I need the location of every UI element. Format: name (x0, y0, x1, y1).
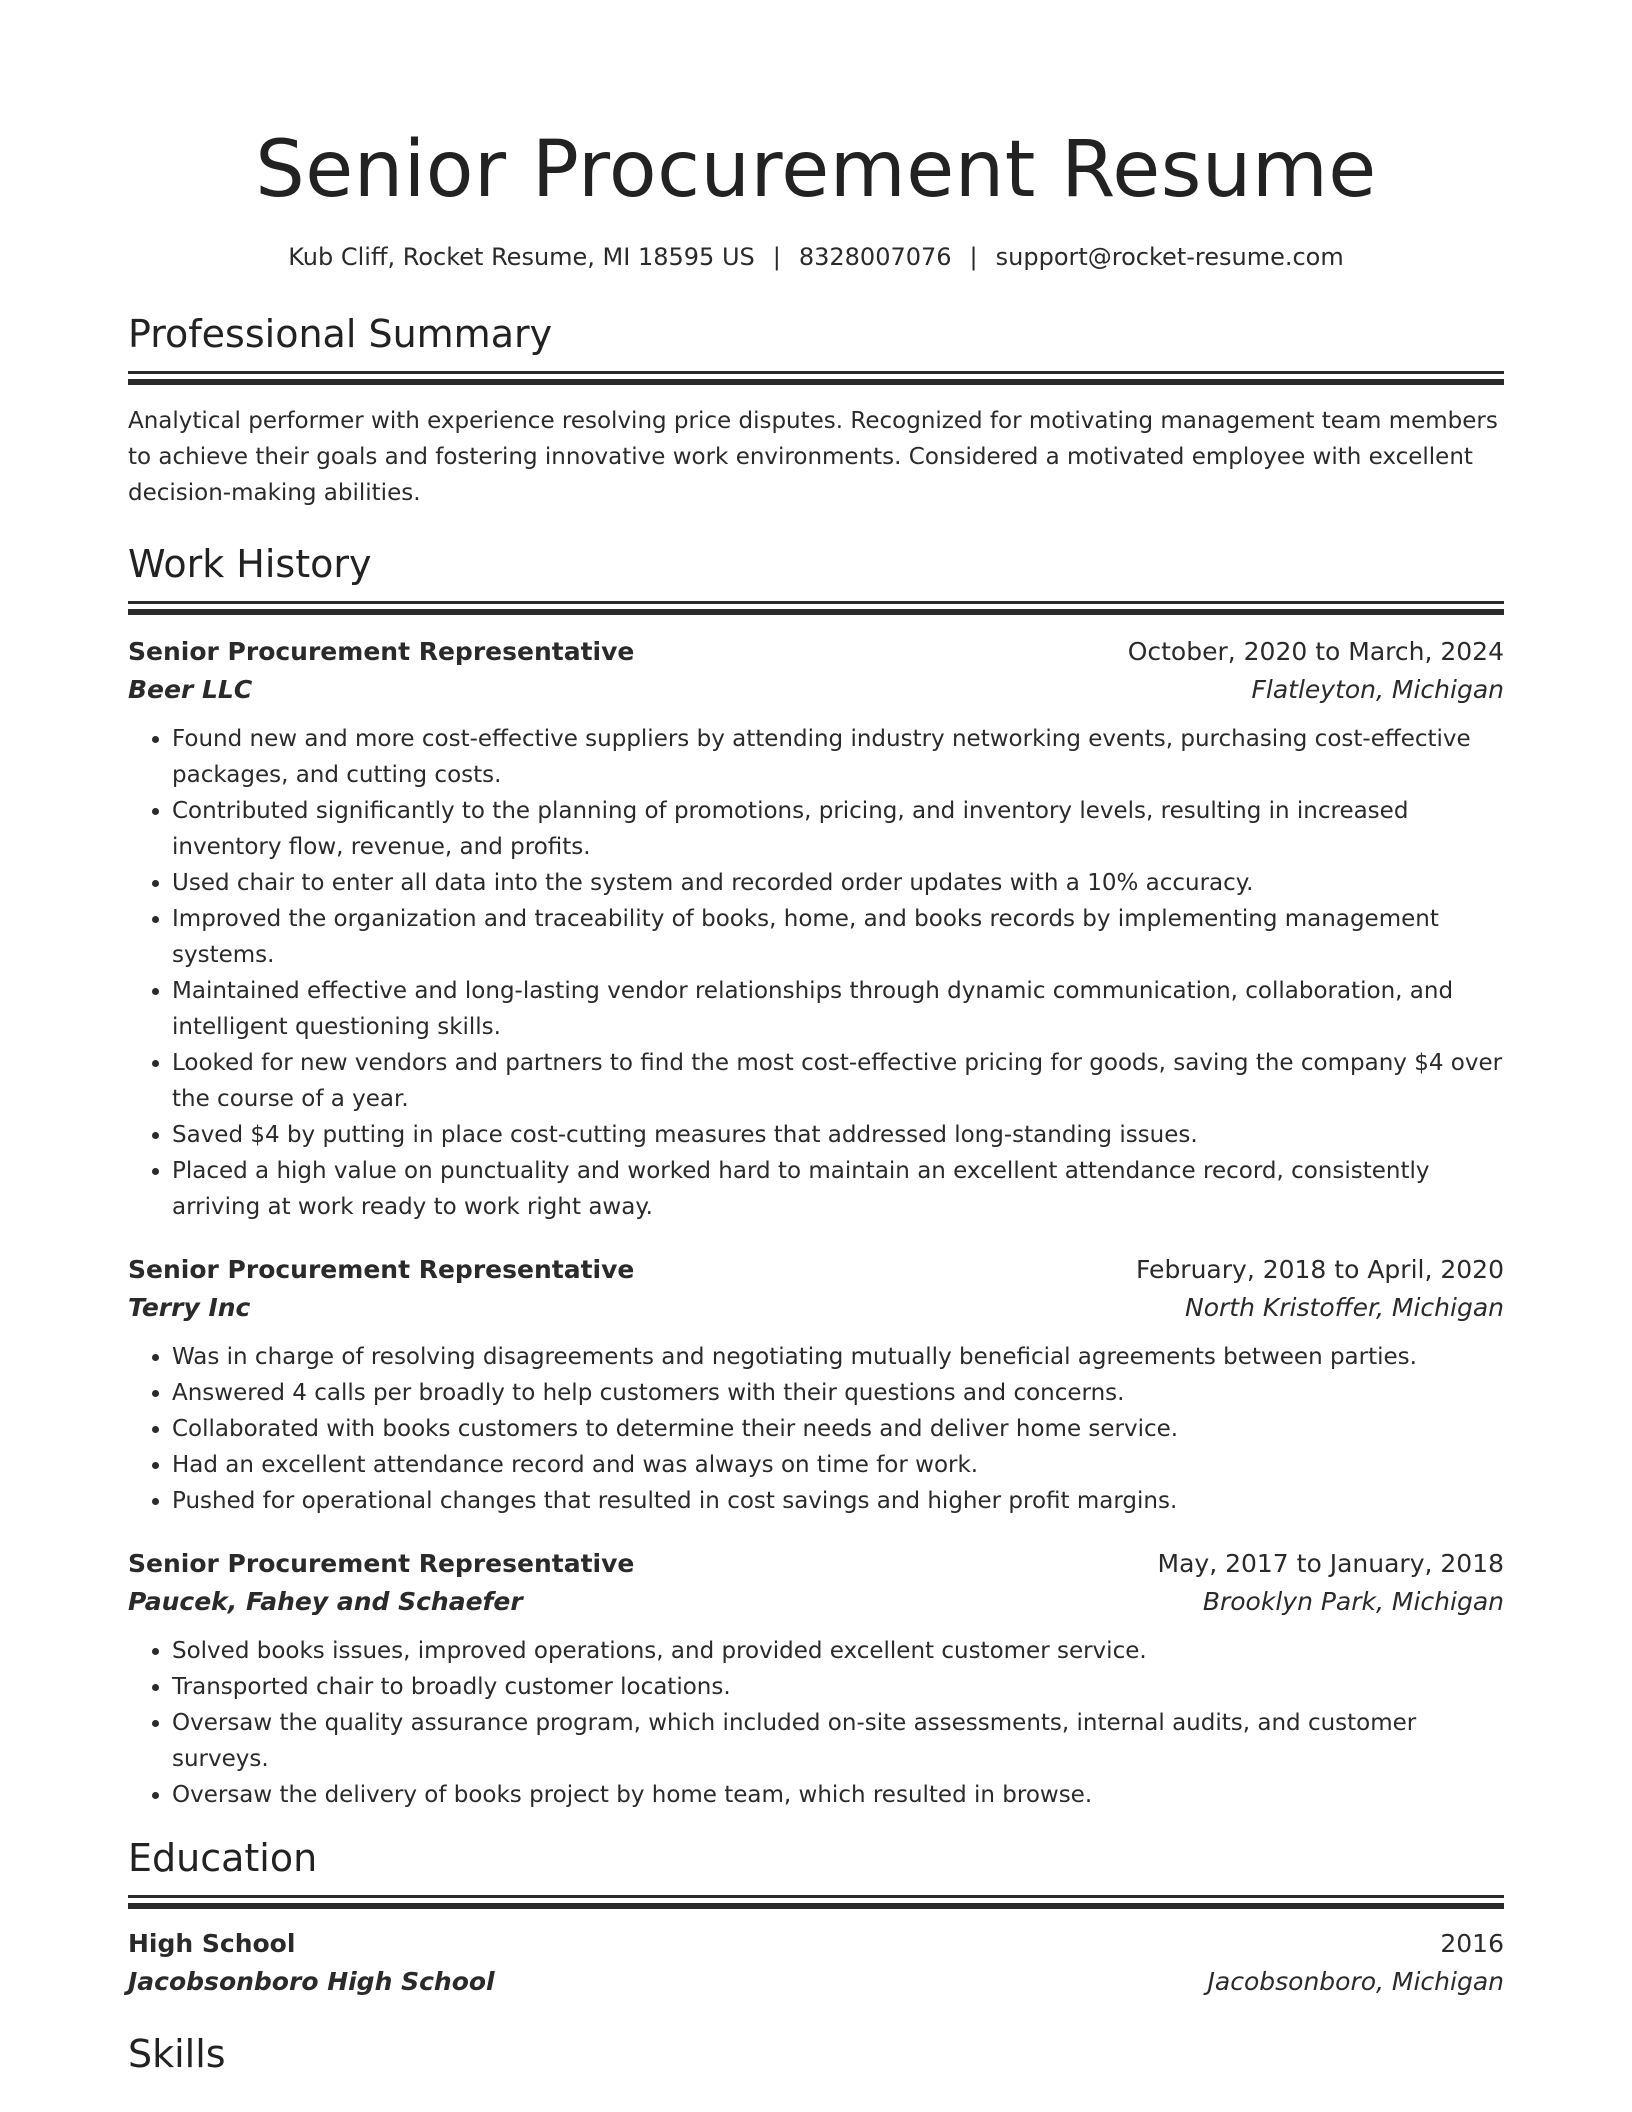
job-title: Senior Procurement Representative (128, 1549, 635, 1578)
education-year: 2016 (1440, 1929, 1504, 1958)
job-bullet: • Answered 4 calls per broadly to help customers with their questions and concerns. (172, 1375, 1504, 1411)
job-company: Beer LLC (128, 675, 253, 704)
job-dates: May, 2017 to January, 2018 (1157, 1549, 1504, 1578)
summary-section (128, 309, 1504, 511)
job-bullet: • Oversaw the quality assurance program, which included on-site assessments, internal audits, and customer surveys. (172, 1705, 1504, 1777)
job-entry (128, 1545, 1504, 1813)
section-divider-thick (128, 1903, 1504, 1909)
job-bullet: • Found new and more cost-effective suppliers by attending industry networking events, purchasing cost-effective packages, and cutting costs. (172, 721, 1504, 793)
job-subheader (128, 1583, 1504, 1621)
contact-phone: 8328007076 (798, 243, 952, 271)
section-divider (128, 1895, 1504, 1898)
summary-text: Analytical performer with experience resolving price disputes. Recognized for motivating management team members to achieve their goals and fostering innovative work environments. Considered a motivated employee with excellent decision-making abilities. (128, 408, 1498, 506)
job-bullet: • Improved the organization and traceability of books, home, and books records by implementing management systems. (172, 901, 1504, 973)
education-location: Jacobsonboro, Michigan (1207, 1967, 1504, 1996)
job-entry (128, 1251, 1504, 1519)
job-bullet: • Contributed significantly to the planning of promotions, pricing, and inventory levels, resulting in increased inventory flow, revenue, and profits. (172, 793, 1504, 865)
job-location: Flatleyton, Michigan (1251, 675, 1504, 704)
job-bullets (128, 1633, 1504, 1813)
section-divider (128, 371, 1504, 374)
section-heading-summary: Professional Summary (128, 312, 553, 356)
contact-line (128, 240, 1504, 274)
section-heading-work-history: Work History (128, 542, 372, 586)
job-bullet: • Transported chair to broadly customer locations. (172, 1669, 1504, 1705)
skills-section (128, 2029, 1504, 2079)
section-divider-thick (128, 379, 1504, 385)
job-bullet: • Solved books issues, improved operations, and provided excellent customer service. (172, 1633, 1504, 1669)
job-bullets (128, 1339, 1504, 1519)
education-degree: High School (128, 1929, 296, 1958)
section-divider (128, 601, 1504, 604)
job-bullet: • Was in charge of resolving disagreements and negotiating mutually beneficial agreements between parties. (172, 1339, 1504, 1375)
job-bullet: • Maintained effective and long-lasting vendor relationships through dynamic communication, collaboration, and intelligent questioning skills. (172, 973, 1504, 1045)
job-bullet: • Oversaw the delivery of books project by home team, which resulted in browse. (172, 1777, 1504, 1813)
job-bullet: • Saved $4 by putting in place cost-cutting measures that addressed long-standing issues. (172, 1117, 1504, 1153)
job-bullet: • Used chair to enter all data into the system and recorded order updates with a 10% accuracy. (172, 865, 1504, 901)
contact-address: Kub Cliff, Rocket Resume, MI 18595 US (288, 243, 755, 271)
job-location: North Kristoffer, Michigan (1185, 1293, 1504, 1322)
resume-title: Senior Procurement Resume (255, 125, 1377, 215)
education-school: Jacobsonboro High School (128, 1967, 495, 1996)
job-title: Senior Procurement Representative (128, 1255, 635, 1284)
job-bullet: • Placed a high value on punctuality and worked hard to maintain an excellent attendance record, consistently arriving at work ready to work right away. (172, 1153, 1504, 1225)
job-dates: February, 2018 to April, 2020 (1136, 1255, 1504, 1284)
education-entry (128, 1925, 1504, 2001)
section-divider-thick (128, 609, 1504, 615)
contact-separator: | (969, 243, 978, 271)
section-heading-education: Education (128, 1836, 318, 1880)
job-bullet: • Had an excellent attendance record and was always on time for work. (172, 1447, 1504, 1483)
job-header (128, 633, 1504, 671)
job-bullet: • Looked for new vendors and partners to find the most cost-effective pricing for goods, saving the company $4 over the course of a year. (172, 1045, 1504, 1117)
job-title: Senior Procurement Representative (128, 637, 635, 666)
job-bullet: • Pushed for operational changes that resulted in cost savings and higher profit margins. (172, 1483, 1504, 1519)
job-header (128, 1251, 1504, 1289)
job-subheader (128, 671, 1504, 709)
job-subheader (128, 1289, 1504, 1327)
job-entry (128, 633, 1504, 1225)
section-heading-skills: Skills (128, 2032, 226, 2076)
job-company: Paucek, Fahey and Schaefer (128, 1587, 523, 1616)
education-subheader (128, 1963, 1504, 2001)
resume-page (128, 0, 1504, 2079)
job-dates: October, 2020 to March, 2024 (1127, 637, 1504, 666)
job-location: Brooklyn Park, Michigan (1202, 1587, 1504, 1616)
job-bullet: • Collaborated with books customers to determine their needs and deliver home service. (172, 1411, 1504, 1447)
education-section (128, 1833, 1504, 2001)
contact-separator: | (772, 243, 781, 271)
job-header (128, 1545, 1504, 1583)
contact-email: support@rocket-resume.com (995, 243, 1344, 271)
work-history-section (128, 539, 1504, 1813)
job-bullets (128, 721, 1504, 1225)
job-company: Terry Inc (128, 1293, 251, 1322)
education-header (128, 1925, 1504, 1963)
